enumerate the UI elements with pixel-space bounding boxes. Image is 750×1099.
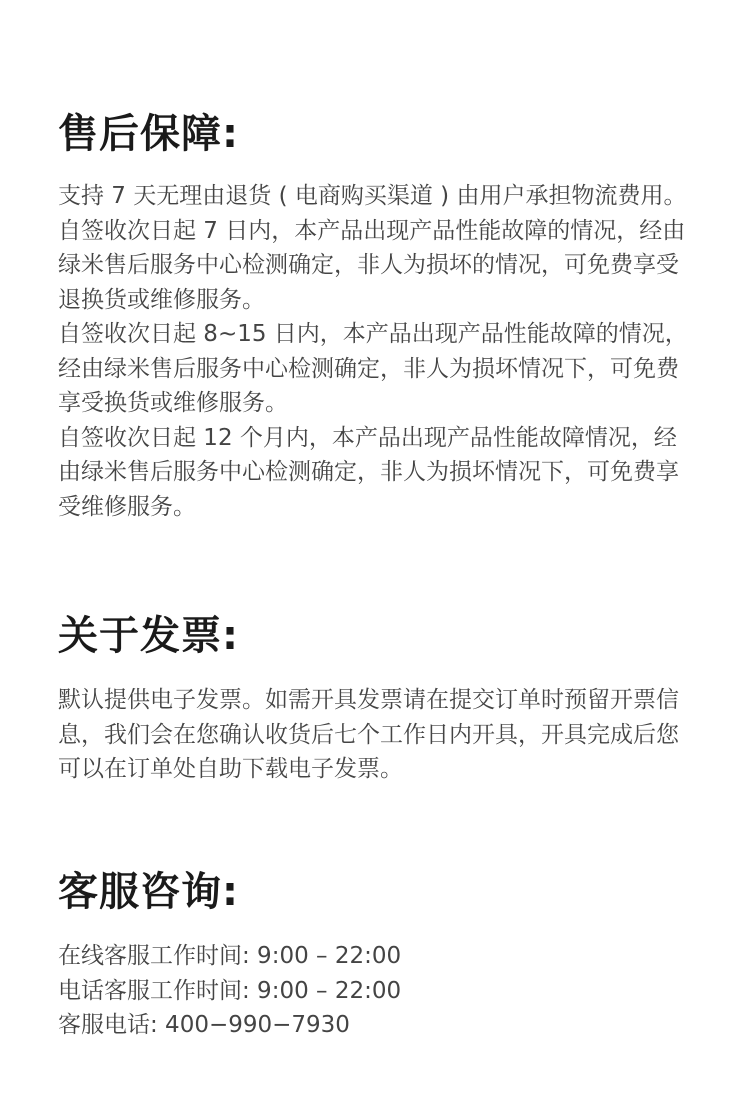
invoice-body [58, 683, 698, 787]
invoice-section [58, 612, 698, 787]
customer-service-body [58, 939, 698, 1043]
online-service-hours: 在线客服工作时间: 9:00 – 22:00 [58, 943, 402, 969]
customer-service-section [58, 868, 698, 1043]
invoice-title: 关于发票: [58, 613, 239, 659]
phone-service-hours: 电话客服工作时间: 9:00 – 22:00 [58, 977, 402, 1004]
warranty-paragraph: 自签收次日起 12 个月内，本产品出现产品性能故障情况，经由绿米售后服务中心检测确定，非人为损坏情况下，可免费享受维修服务。 [58, 424, 679, 520]
warranty-title: 售后保障: [58, 111, 239, 157]
warranty-section [58, 110, 698, 524]
invoice-paragraph: 默认提供电子发票。如需开具发票请在提交订单时预留开票信息，我们会在您确认收货后七个工作日内开具，开具完成后您可以在订单处自助下载电子发票。 [58, 687, 679, 782]
warranty-paragraph: 自签收次日起 7 日内，本产品出现产品性能故障的情况，经由绿米售后服务中心检测确定，非人为损坏的情况，可免费享受退换货或维修服务。 [58, 217, 686, 313]
warranty-paragraph: 自签收次日起 8~15 日内，本产品出现产品性能故障的情况，经由绿米售后服务中心检测确定，非人为损坏情况下，可免费享受换货或维修服务。 [58, 321, 688, 416]
customer-service-title: 客服咨询: [58, 869, 239, 915]
warranty-body [58, 179, 698, 524]
warranty-paragraph: 支持 7 天无理由退货 ( 电商购买渠道 ) 由用户承担物流费用。 [58, 183, 687, 209]
service-phone-number: 客服电话: 400−990−7930 [58, 1012, 350, 1038]
